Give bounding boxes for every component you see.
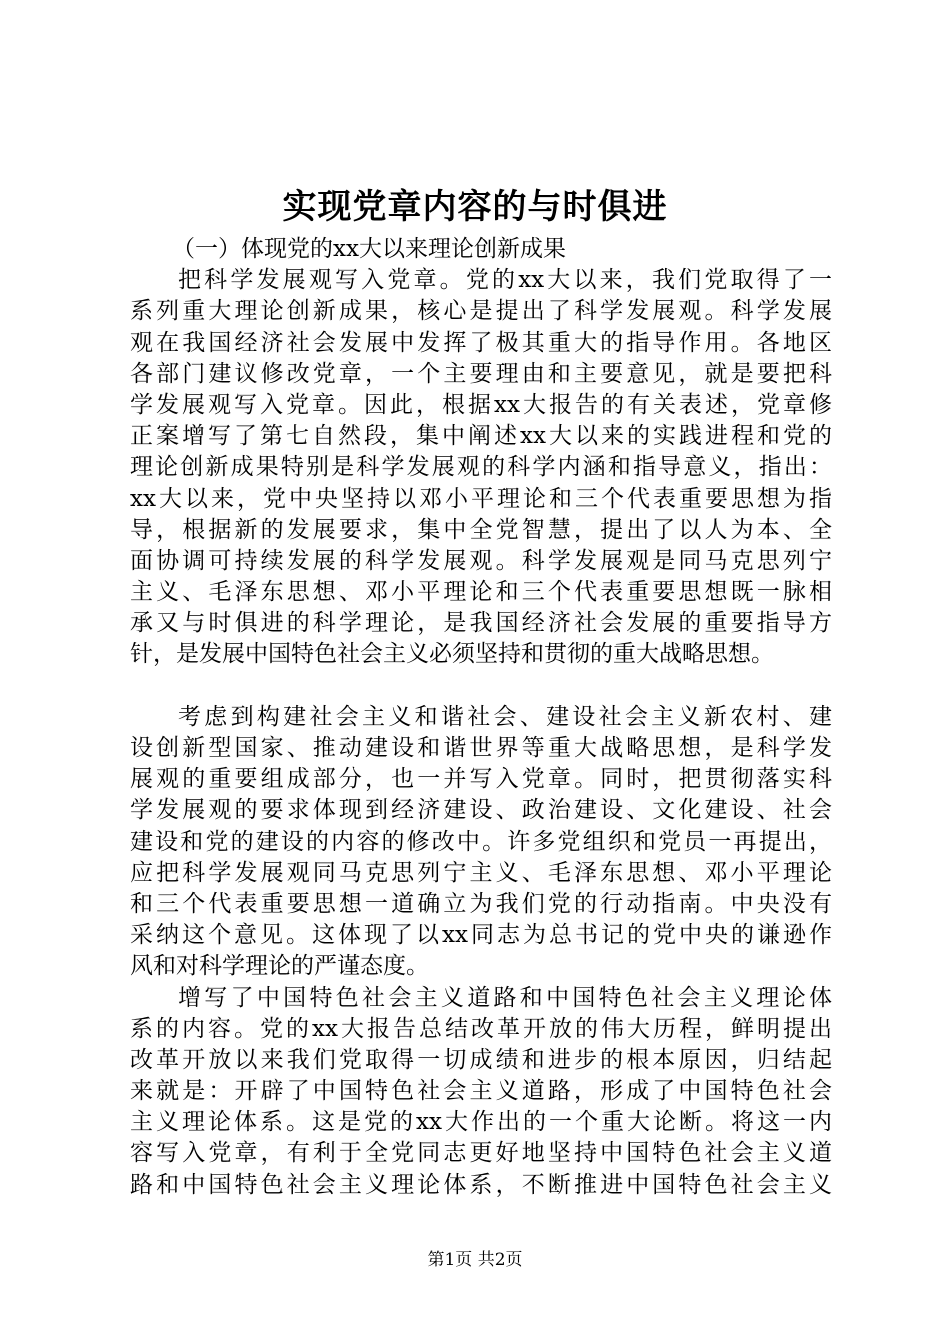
paragraph-2-line: 采纳这个意见。这体现了以xx同志为总书记的党中央的谦逊作: [130, 922, 832, 949]
paragraph-2-line: 应把科学发展观同马克思列宁主义、毛泽东思想、邓小平理论: [130, 859, 832, 886]
paragraph-1-line: 各部门建议修改党章，一个主要理由和主要意见，就是要把科: [130, 360, 832, 387]
paragraph-2-line: 风和对科学理论的严谨态度。: [130, 953, 429, 980]
document-title: 实现党章内容的与时俱进: [282, 187, 668, 227]
page-footer: 第1页 共2页: [427, 1250, 523, 1270]
paragraph-1-line: 把科学发展观写入党章。党的xx大以来，我们党取得了一: [178, 267, 832, 294]
paragraph-1-line: 理论创新成果特别是科学发展观的科学内涵和指导意义，指出：: [130, 454, 832, 481]
paragraph-1-line: 面协调可持续发展的科学发展观。科学发展观是同马克思列宁: [130, 547, 832, 574]
paragraph-1-line: 针，是发展中国特色社会主义必须坚持和贯彻的重大战略思想。: [130, 641, 774, 668]
paragraph-2-line: 展观的重要组成部分，也一并写入党章。同时，把贯彻落实科: [130, 766, 832, 793]
paragraph-1-line: 观在我国经济社会发展中发挥了极其重大的指导作用。各地区: [130, 329, 832, 356]
document-body: [130, 234, 832, 1201]
paragraph-2-line: 和三个代表重要思想一道确立为我们党的行动指南。中央没有: [130, 890, 832, 917]
paragraph-1-line: 正案增写了第七自然段，集中阐述xx大以来的实践进程和党的: [130, 423, 832, 450]
paragraph-3-line: 增写了中国特色社会主义道路和中国特色社会主义理论体: [178, 984, 832, 1011]
paragraph-1-line: 主义、毛泽东思想、邓小平理论和三个代表重要思想既一脉相: [130, 579, 832, 606]
section-subheading: （一）体现党的xx大以来理论创新成果: [172, 236, 566, 262]
paragraph-2-line: 建设和党的建设的内容的修改中。许多党组织和党员一再提出，: [130, 828, 832, 855]
paragraph-3-line: 改革开放以来我们党取得一切成绩和进步的根本原因，归结起: [130, 1046, 832, 1073]
paragraph-3-line: 路和中国特色社会主义理论体系，不断推进中国特色社会主义: [130, 1171, 832, 1198]
paragraph-1-line: 学发展观写入党章。因此，根据xx大报告的有关表述，党章修: [130, 391, 832, 418]
paragraph-2-line: 学发展观的要求体现到经济建设、政治建设、文化建设、社会: [130, 797, 832, 824]
paragraph-spacer: [130, 671, 832, 702]
paragraph-3-line: 来就是：开辟了中国特色社会主义道路，形成了中国特色社会: [130, 1078, 832, 1105]
paragraph-3-line: 系的内容。党的xx大报告总结改革开放的伟大历程，鲜明提出: [130, 1015, 832, 1042]
paragraph-1-line: 承又与时俱进的科学理论，是我国经济社会发展的重要指导方: [130, 610, 832, 637]
paragraph-1-line: xx大以来，党中央坚持以邓小平理论和三个代表重要思想为指: [130, 485, 832, 512]
paragraph-1-line: 系列重大理论创新成果，核心是提出了科学发展观。科学发展: [130, 298, 832, 325]
paragraph-3-line: 主义理论体系。这是党的xx大作出的一个重大论断。将这一内: [130, 1109, 832, 1136]
paragraph-2-line: 设创新型国家、推动建设和谐世界等重大战略思想，是科学发: [130, 735, 832, 761]
paragraph-1-line: 导，根据新的发展要求，集中全党智慧，提出了以人为本、全: [130, 516, 832, 543]
paragraph-2-line: 考虑到构建社会主义和谐社会、建设社会主义新农村、建: [178, 703, 832, 730]
paragraph-3-line: 容写入党章，有利于全党同志更好地坚持中国特色社会主义道: [130, 1140, 832, 1167]
